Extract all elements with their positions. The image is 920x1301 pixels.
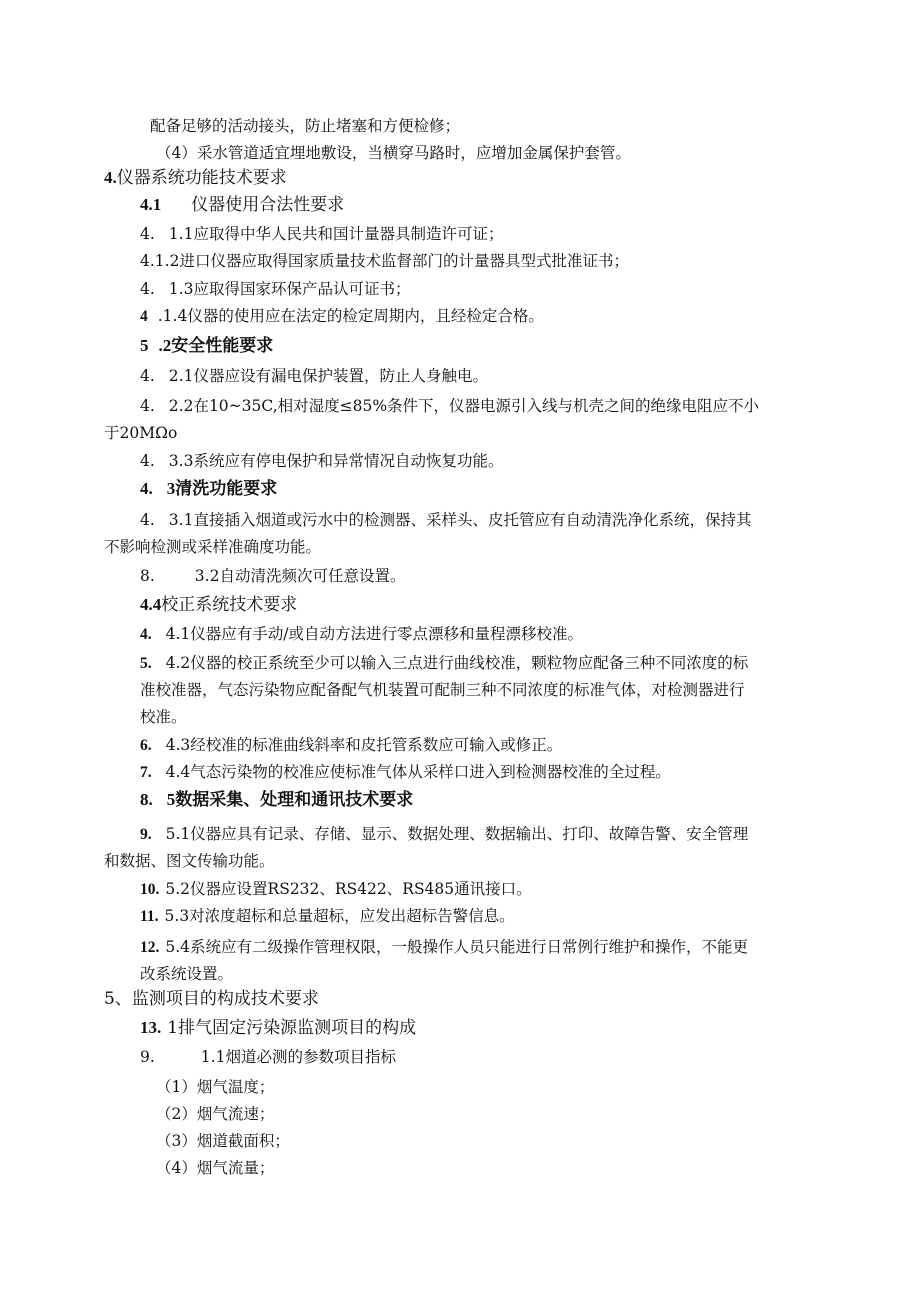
subsection-heading: 13. 1排气固定污染源监测项目的构成 — [140, 1018, 417, 1038]
text-line: 改系统设置。 — [140, 965, 234, 983]
subsection-heading: 4.4校正系统技术要求 — [140, 595, 298, 615]
text-line: 7. 4.4气态污染物的校准应使标准气体从采样口进入到检测器校准的全过程。 — [140, 763, 671, 781]
list-item: （2）烟气流速； — [156, 1105, 275, 1123]
text-line: 校准。 — [140, 708, 187, 726]
text-line: 9. 1.1烟道必测的参数项目指标 — [140, 1048, 396, 1066]
text-line: （4）采水管道适宜埋地敷设，当横穿马路时，应增加金属保护套管。 — [156, 144, 631, 162]
text-line: 4 .1.4仪器的使用应在法定的检定周期内，且经检定合格。 — [140, 307, 544, 325]
subsection-heading: 8. 5数据采集、处理和通讯技术要求 — [140, 790, 414, 809]
text-line: 于20MΩo — [104, 424, 178, 442]
text-line: 6. 4.3经校准的标准曲线斜率和皮托管系数应可输入或修正。 — [140, 736, 563, 754]
list-item: （3）烟道截面积； — [156, 1132, 290, 1150]
text-line: 4. 3.3系统应有停电保护和异常情况自动恢复功能。 — [140, 452, 504, 470]
list-item: （4）烟气流量； — [156, 1159, 275, 1177]
list-item: （1）烟气温度； — [156, 1078, 275, 1096]
text-line: 4. 2.2在10~35C,相对湿度≤85%条件下，仪器电源引入线与机壳之间的绝缘电阻应不小 — [140, 397, 760, 415]
text-line: 4. 4.1仪器应有手动/或自动方法进行零点漂移和量程漂移校准。 — [140, 625, 583, 643]
text-line: 4. 1.1应取得中华人民共和国计量器具制造许可证； — [140, 225, 504, 243]
text-line: 配备足够的活动接头，防止堵塞和方便检修； — [150, 117, 461, 135]
subsection-heading: 5 .2安全性能要求 — [140, 336, 274, 355]
section-heading: 4.仪器系统功能技术要求 — [104, 168, 287, 188]
text-line: 12. 5.4系统应有二级操作管理权限，一般操作人员只能进行日常例行维护和操作，不能更 — [140, 938, 749, 956]
text-line: 不影响检测或采样准确度功能。 — [104, 538, 322, 556]
text-line: 8. 3.2自动清洗频次可任意设置。 — [140, 567, 406, 585]
text-line: 4.1.2进口仪器应取得国家质量技术监督部门的计量器具型式批准证书； — [140, 252, 629, 270]
text-line: 4. 3.1直接插入烟道或污水中的检测器、采样头、皮托管应有自动清洗净化系统，保持其 — [140, 511, 752, 529]
text-line: 9. 5.1仪器应具有记录、存储、显示、数据处理、数据输出、打印、故障告警、安全管理 — [140, 825, 749, 843]
text-line: 准校准器，气态污染物应配备配气机装置可配制三种不同浓度的标准气体，对检测器进行 — [140, 681, 745, 699]
text-line: 和数据、图文传输功能。 — [104, 852, 275, 870]
subsection-heading: 4.1 仪器使用合法性要求 — [140, 195, 345, 215]
section-heading: 5、监测项目的构成技术要求 — [104, 989, 319, 1009]
text-line: 4. 1.3应取得国家环保产品认可证书； — [140, 280, 411, 298]
text-line: 5. 4.2仪器的校正系统至少可以输入三点进行曲线校准，颗粒物应配备三种不同浓度的标 — [140, 654, 749, 672]
text-line: 10. 5.2仪器应设置RS232、RS422、RS485通讯接口。 — [140, 880, 532, 898]
text-line: 11. 5.3对浓度超标和总量超标，应发出超标告警信息。 — [140, 907, 515, 925]
subsection-heading: 4. 3清洗功能要求 — [140, 479, 278, 498]
text-line: 4. 2.1仪器应设有漏电保护装置，防止人身触电。 — [140, 367, 488, 385]
